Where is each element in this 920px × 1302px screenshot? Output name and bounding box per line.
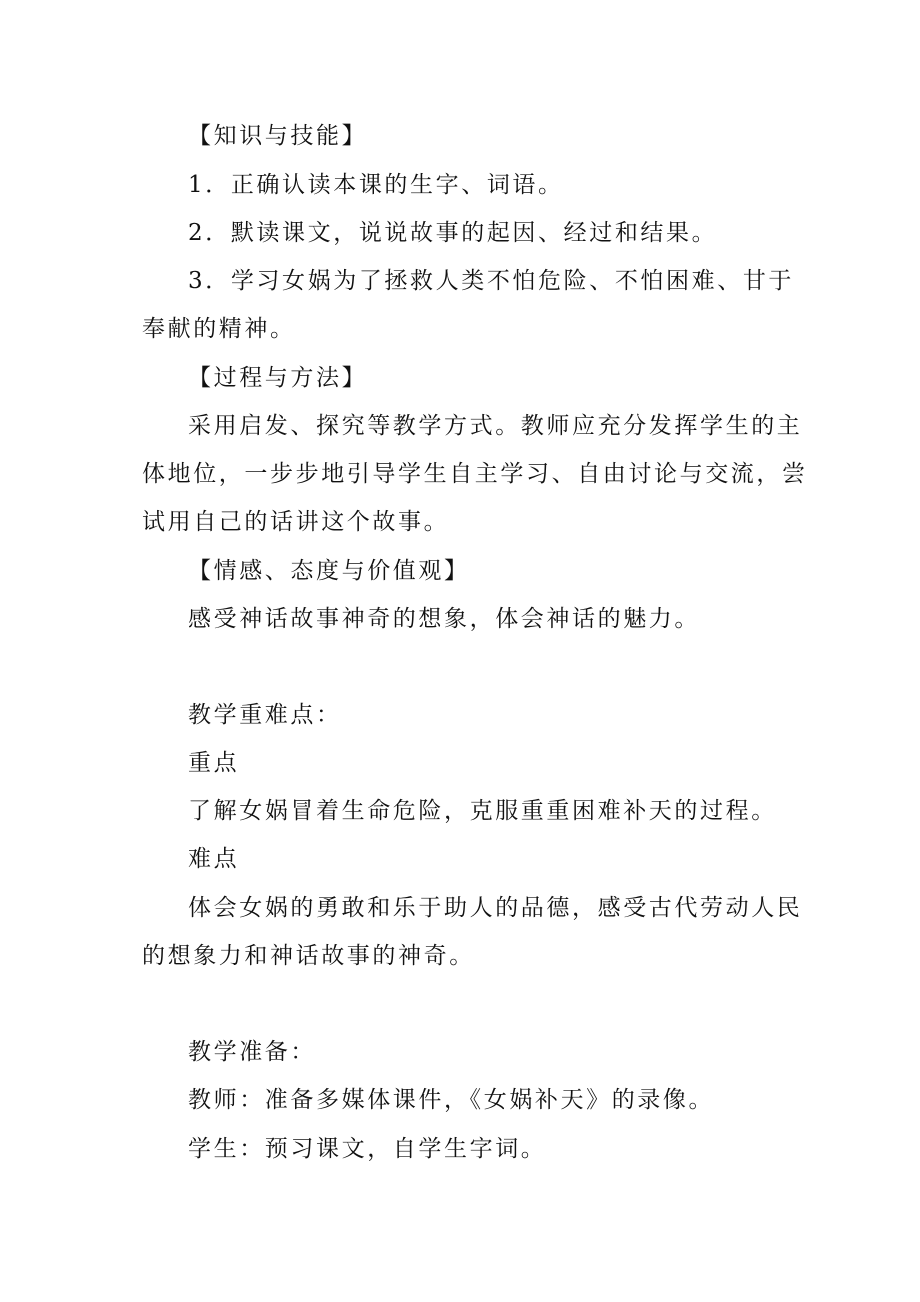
difficulty-line-1: 体会女娲的勇敢和乐于助人的品德，感受古代劳动人民 [188, 895, 803, 921]
focus-label: 重点 [188, 750, 240, 776]
student-preparation: 学生：预习课文，自学生字词。 [188, 1136, 547, 1162]
teacher-preparation: 教师：准备多媒体课件，《女娲补天》的录像。 [188, 1087, 715, 1113]
objective-item-3-continued: 奉献的精神。 [142, 316, 296, 342]
process-line-3: 试用自己的话讲这个故事。 [142, 509, 450, 535]
emotion-attitude-heading: 【情感、态度与价值观】 [188, 558, 470, 584]
process-line-1: 采用启发、探究等教学方式。教师应充分发挥学生的主 [188, 413, 803, 439]
objective-item-1: 1．正确认读本课的生字、词语。 [188, 172, 564, 198]
preparation-heading: 教学准备： [188, 1039, 316, 1065]
emotion-text: 感受神话故事神奇的想象，体会神话的魅力。 [188, 606, 700, 632]
objective-item-3: 3．学习女娲为了拯救人类不怕危险、不怕困难、甘于 [188, 268, 795, 294]
process-line-2: 体地位，一步步地引导学生自主学习、自由讨论与交流，尝 [142, 461, 808, 487]
key-points-heading: 教学重难点： [188, 702, 342, 728]
difficulty-line-2: 的想象力和神话故事的神奇。 [142, 943, 475, 969]
process-methods-heading: 【过程与方法】 [188, 365, 368, 391]
focus-text: 了解女娲冒着生命危险，克服重重困难补天的过程。 [188, 798, 777, 824]
difficulty-label: 难点 [188, 846, 240, 872]
knowledge-skills-heading: 【知识与技能】 [188, 123, 368, 149]
objective-item-2: 2．默读课文，说说故事的起因、经过和结果。 [188, 220, 718, 246]
